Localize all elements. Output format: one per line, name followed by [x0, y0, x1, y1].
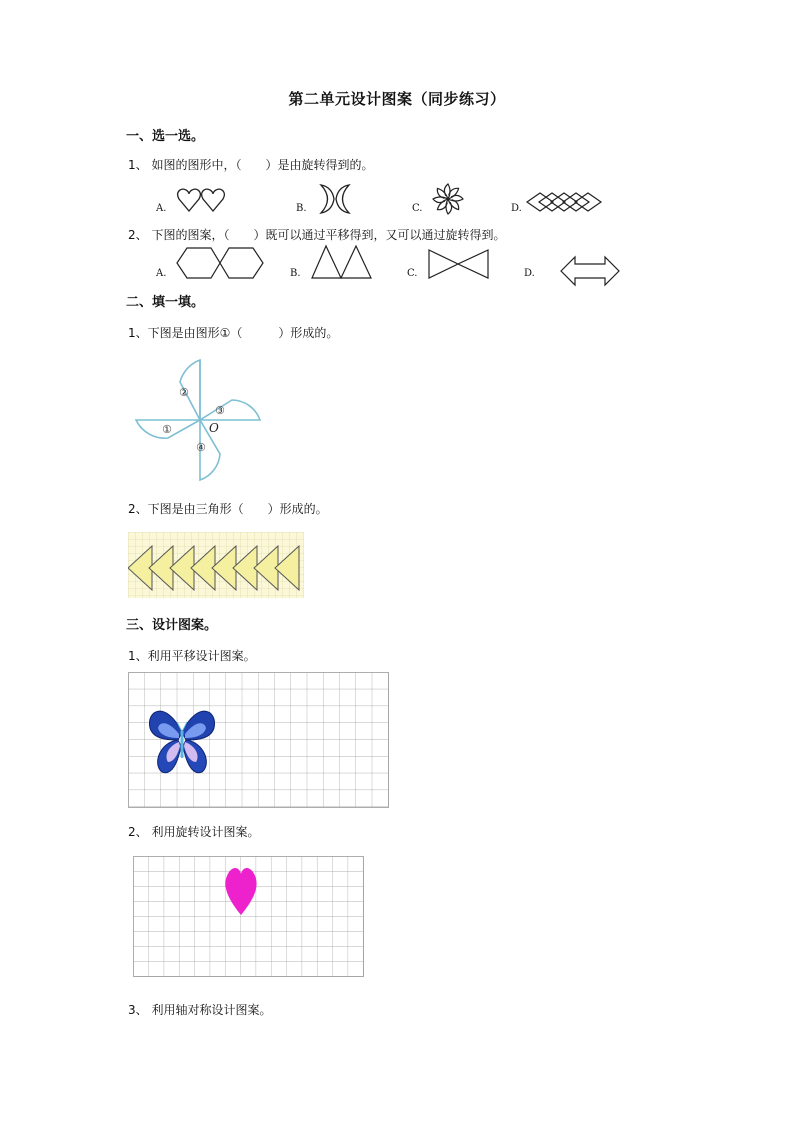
q1-option-b-crescents-figure [318, 183, 352, 215]
q1-option-b-label: B. [296, 203, 307, 214]
section2-heading: 二、填一填。 [126, 295, 205, 310]
section1-q1-text: 1、 如图的图形中，（ ）是由旋转得到的。 [128, 158, 374, 172]
section3-q1-text: 1、利用平移设计图案。 [128, 649, 256, 663]
q2-option-a-hexagons-figure [176, 246, 264, 280]
pinwheel-label-4: ④ [196, 441, 206, 454]
q1-option-a-label: A. [156, 203, 167, 214]
section2-q2-text: 2、下图是由三角形（ ）形成的。 [128, 502, 328, 516]
q1-option-d-label: D. [511, 203, 522, 214]
q2-option-c-label: C. [407, 268, 418, 279]
pinwheel-center-label: O [209, 421, 219, 435]
q1-option-a-hearts-figure [176, 187, 228, 215]
pinwheel-label-3: ③ [215, 404, 225, 417]
section2-q1-text: 1、下图是由图形①（ ）形成的。 [128, 326, 339, 340]
q2-option-b-triangles-figure [311, 244, 373, 280]
q2-option-a-label: A. [156, 268, 167, 279]
q1-option-d-diamonds-figure [526, 191, 604, 213]
q2-option-c-bowtie-figure [428, 248, 490, 280]
rotation-grid[interactable] [133, 856, 365, 978]
q1-option-c-label: C. [412, 203, 423, 214]
page-title: 第二单元设计图案（同步练习） [288, 90, 506, 108]
section3-q3-text: 3、 利用轴对称设计图案。 [128, 1003, 272, 1017]
section1-q2-text: 2、 下图的图案，（ ）既可以通过平移得到，又可以通过旋转得到。 [128, 228, 506, 242]
section1-heading: 一、选一选。 [126, 129, 205, 144]
pinwheel-label-2: ② [179, 386, 189, 399]
triangle-pattern-figure [128, 532, 304, 598]
q2-option-b-label: B. [290, 268, 301, 279]
pinwheel-figure [132, 352, 262, 484]
section3-q2-text: 2、 利用旋转设计图案。 [128, 825, 260, 839]
pinwheel-label-1: ① [162, 423, 172, 436]
q1-option-c-swirl-figure [432, 183, 464, 215]
q2-option-d-label: D. [524, 268, 535, 279]
translation-grid[interactable] [128, 672, 390, 810]
q2-option-d-double-arrow-figure [560, 255, 620, 287]
section3-heading: 三、设计图案。 [126, 618, 218, 633]
